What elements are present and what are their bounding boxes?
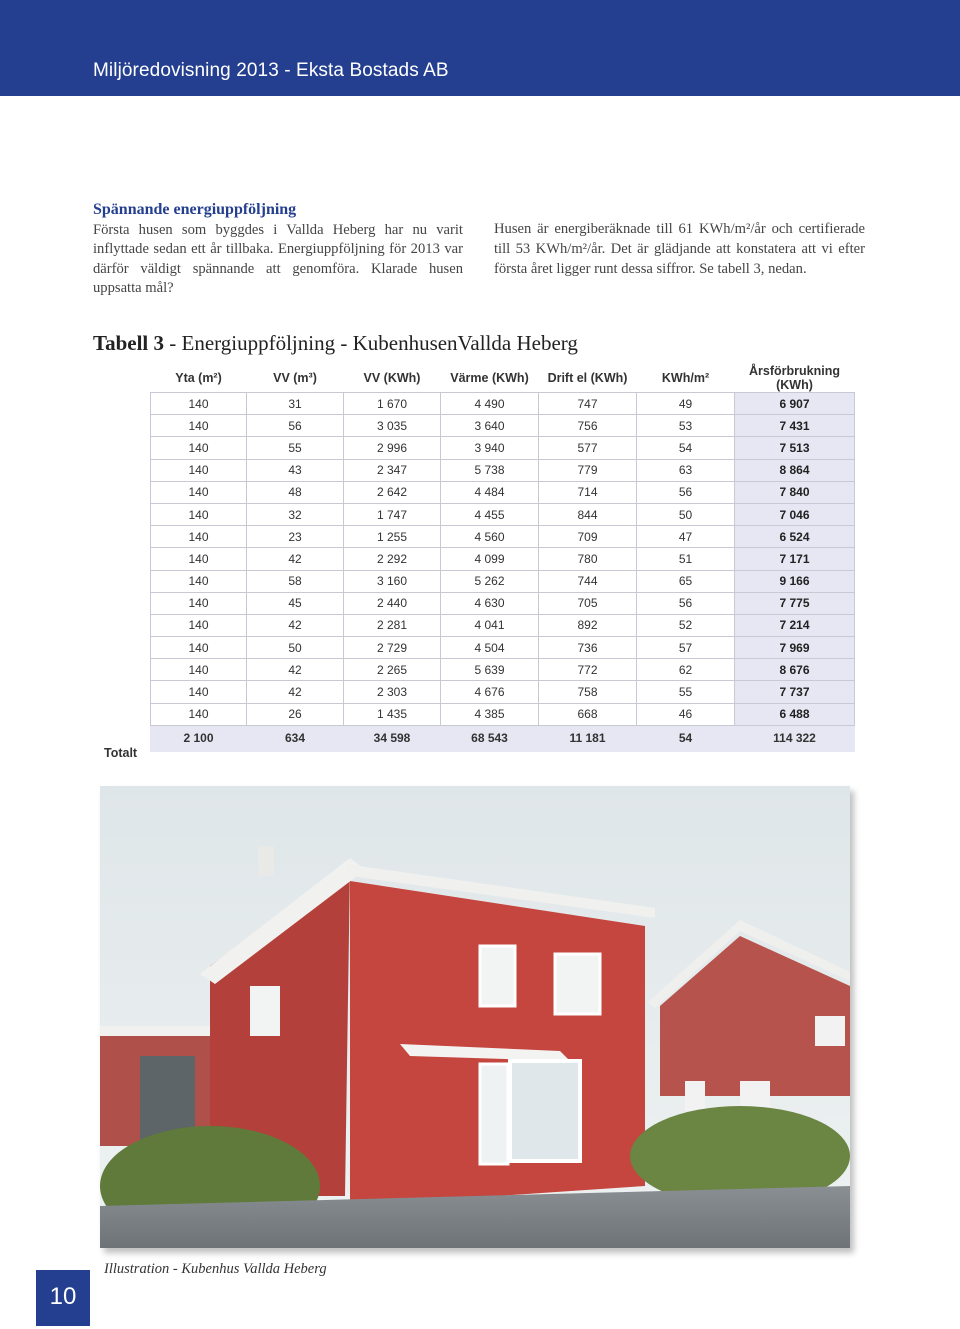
table-cell: 7 214	[735, 614, 855, 636]
table-cell: 8 864	[735, 459, 855, 481]
table-row	[151, 614, 855, 636]
table-cell: 6 488	[735, 703, 855, 725]
table-cell: 42	[247, 614, 344, 636]
table-cell: 7 775	[735, 592, 855, 614]
table-body	[151, 393, 855, 726]
table-cell: 705	[539, 592, 637, 614]
table-cell: 48	[247, 481, 344, 503]
table-cell: 4 385	[441, 703, 539, 725]
table-cell: 55	[637, 681, 735, 703]
table-cell: 42	[247, 681, 344, 703]
table-cell: 844	[539, 503, 637, 525]
total-cell: 54	[637, 725, 735, 751]
house-illustration	[100, 786, 850, 1248]
table-cell: 7 171	[735, 548, 855, 570]
table-cell: 54	[637, 437, 735, 459]
table-cell: 7 737	[735, 681, 855, 703]
table-cell: 780	[539, 548, 637, 570]
total-cell: 34 598	[344, 725, 441, 751]
table-cell: 140	[151, 548, 247, 570]
table-cell: 2 729	[344, 637, 441, 659]
header-band	[0, 0, 960, 96]
table-cell: 714	[539, 481, 637, 503]
page-number: 10	[49, 1283, 77, 1310]
table-cell: 50	[247, 637, 344, 659]
total-cell: 114 322	[735, 725, 855, 751]
table-cell: 32	[247, 503, 344, 525]
table-cell: 758	[539, 681, 637, 703]
header-kwh-m2: KWh/m²	[637, 364, 735, 393]
table-cell: 4 490	[441, 393, 539, 415]
table-cell: 2 265	[344, 659, 441, 681]
table-cell: 47	[637, 526, 735, 548]
energy-table	[150, 364, 855, 752]
section-heading: Spännande energiuppföljning	[93, 201, 297, 218]
table-cell: 9 166	[735, 570, 855, 592]
table-cell: 2 303	[344, 681, 441, 703]
table-cell: 7 431	[735, 415, 855, 437]
table-cell: 2 440	[344, 592, 441, 614]
table-cell: 4 504	[441, 637, 539, 659]
table-total-row	[151, 725, 855, 751]
table-title-number: Tabell 3	[93, 331, 164, 355]
table-cell: 42	[247, 659, 344, 681]
table-cell: 7 969	[735, 637, 855, 659]
table-cell: 3 940	[441, 437, 539, 459]
table-cell: 7 046	[735, 503, 855, 525]
table-cell: 709	[539, 526, 637, 548]
table-row	[151, 681, 855, 703]
table-cell: 4 484	[441, 481, 539, 503]
header-arsforbrukning: Årsförbrukning (KWh)	[735, 364, 855, 393]
table-cell: 8 676	[735, 659, 855, 681]
intro-left-column	[93, 200, 463, 299]
table-cell: 4 630	[441, 592, 539, 614]
table-title-text: - Energiuppföljning - KubenhusenVallda Heberg	[164, 331, 578, 355]
table-cell: 56	[637, 592, 735, 614]
table-cell: 140	[151, 592, 247, 614]
table-row	[151, 637, 855, 659]
table-cell: 140	[151, 614, 247, 636]
table-cell: 140	[151, 415, 247, 437]
header-drift-el: Drift el (KWh)	[539, 364, 637, 393]
table-cell: 53	[637, 415, 735, 437]
house-illustration-graphic	[100, 786, 850, 1248]
table-header-row	[151, 364, 855, 393]
table-cell: 756	[539, 415, 637, 437]
table-cell: 5 639	[441, 659, 539, 681]
table-cell: 58	[247, 570, 344, 592]
table-cell: 43	[247, 459, 344, 481]
table-cell: 1 670	[344, 393, 441, 415]
table-row	[151, 703, 855, 725]
table-cell: 140	[151, 659, 247, 681]
table-cell: 140	[151, 637, 247, 659]
table-cell: 140	[151, 703, 247, 725]
table-cell: 140	[151, 503, 247, 525]
table-cell: 140	[151, 570, 247, 592]
table-row	[151, 459, 855, 481]
table-cell: 62	[637, 659, 735, 681]
table-cell: 56	[247, 415, 344, 437]
header-yta: Yta (m²)	[151, 364, 247, 393]
table-row	[151, 570, 855, 592]
table-cell: 668	[539, 703, 637, 725]
table-cell: 50	[637, 503, 735, 525]
table-cell: 55	[247, 437, 344, 459]
table-cell: 2 642	[344, 481, 441, 503]
table-cell: 4 099	[441, 548, 539, 570]
page-number-box	[36, 1270, 90, 1326]
table-cell: 63	[637, 459, 735, 481]
table-cell: 23	[247, 526, 344, 548]
table-cell: 46	[637, 703, 735, 725]
table-row	[151, 481, 855, 503]
table-cell: 140	[151, 481, 247, 503]
total-label: Totalt	[104, 746, 138, 760]
table-cell: 892	[539, 614, 637, 636]
table-cell: 1 255	[344, 526, 441, 548]
table-cell: 140	[151, 437, 247, 459]
table-cell: 51	[637, 548, 735, 570]
table-cell: 2 996	[344, 437, 441, 459]
table-cell: 140	[151, 526, 247, 548]
table-cell: 2 292	[344, 548, 441, 570]
table-row	[151, 659, 855, 681]
table-row	[151, 415, 855, 437]
table-cell: 4 560	[441, 526, 539, 548]
table-cell: 140	[151, 393, 247, 415]
table-cell: 779	[539, 459, 637, 481]
illustration-caption: Illustration - Kubenhus Vallda Heberg	[104, 1261, 327, 1277]
table-cell: 4 455	[441, 503, 539, 525]
table-cell: 772	[539, 659, 637, 681]
total-cell: 2 100	[151, 725, 247, 751]
table-cell: 26	[247, 703, 344, 725]
table-cell: 42	[247, 548, 344, 570]
table-cell: 7 840	[735, 481, 855, 503]
header-varme: Värme (KWh)	[441, 364, 539, 393]
table-cell: 65	[637, 570, 735, 592]
table-row	[151, 393, 855, 415]
table-cell: 2 281	[344, 614, 441, 636]
table-cell: 2 347	[344, 459, 441, 481]
table-cell: 5 262	[441, 570, 539, 592]
table-row	[151, 503, 855, 525]
intro-right-column	[494, 219, 865, 279]
table-cell: 736	[539, 637, 637, 659]
table-cell: 5 738	[441, 459, 539, 481]
table-cell: 31	[247, 393, 344, 415]
total-cell: 68 543	[441, 725, 539, 751]
table-cell: 4 041	[441, 614, 539, 636]
table-cell: 52	[637, 614, 735, 636]
table-cell: 3 035	[344, 415, 441, 437]
table-cell: 6 524	[735, 526, 855, 548]
table-cell: 140	[151, 459, 247, 481]
header-title: Miljöredovisning 2013 - Eksta Bostads AB	[93, 60, 449, 81]
table-cell: 56	[637, 481, 735, 503]
table-cell: 747	[539, 393, 637, 415]
table-cell: 1 435	[344, 703, 441, 725]
table-row	[151, 526, 855, 548]
table-row	[151, 592, 855, 614]
table-cell: 6 907	[735, 393, 855, 415]
table-title	[93, 331, 578, 356]
table-cell: 3 160	[344, 570, 441, 592]
table-cell: 744	[539, 570, 637, 592]
table-row	[151, 548, 855, 570]
total-cell: 634	[247, 725, 344, 751]
table-cell: 577	[539, 437, 637, 459]
table-cell: 57	[637, 637, 735, 659]
header-vv-m3: VV (m³)	[247, 364, 344, 393]
table-cell: 140	[151, 681, 247, 703]
table-cell: 49	[637, 393, 735, 415]
header-vv-kwh: VV (KWh)	[344, 364, 441, 393]
total-cell: 11 181	[539, 725, 637, 751]
intro-left-text: Första husen som byggdes i Vallda Heberg har nu varit inflyttade sedan ett år tillbaka. Energiuppföljning för 2013 var därför väldigt spännande att genomföra. Klarade husen uppsatta mål?	[93, 221, 463, 297]
table-row	[151, 437, 855, 459]
intro-right-text: Husen är energiberäknade till 61 KWh/m²/år och certifierade till 53 KWh/m²/år. Det är glädjande att konstatera att vi efter första året ligger runt dessa siffror. Se tabell 3, nedan.	[494, 221, 865, 277]
table-cell: 4 676	[441, 681, 539, 703]
table-cell: 7 513	[735, 437, 855, 459]
table-cell: 45	[247, 592, 344, 614]
table-cell: 3 640	[441, 415, 539, 437]
table-cell: 1 747	[344, 503, 441, 525]
